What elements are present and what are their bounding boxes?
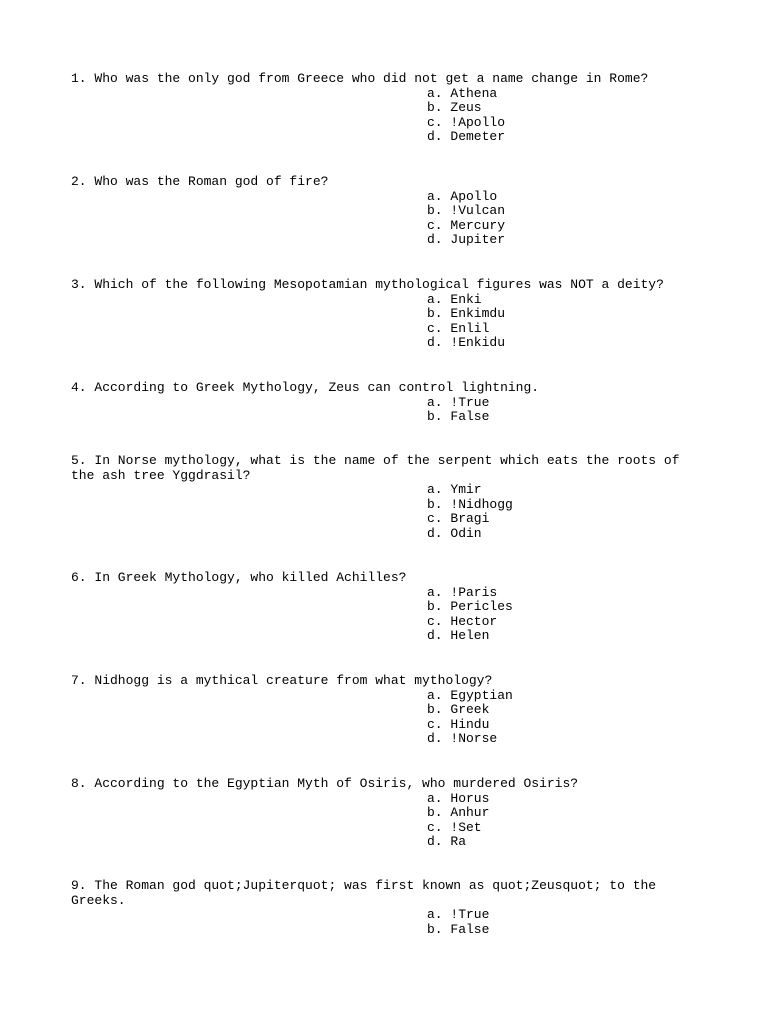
answer-option: a. Horus: [427, 790, 490, 806]
question-8: [71, 777, 701, 850]
answer-options: [71, 87, 701, 145]
question-6: [71, 571, 701, 644]
answer-options: [71, 908, 701, 937]
answer-option: b. !Nidhogg: [427, 496, 513, 512]
answer-options: [71, 293, 701, 351]
question-text: 9. The Roman god quot;Jupiterquot; was first known as quot;Zeusquot; to the Greeks.: [71, 878, 664, 908]
answer-option: a. !Paris: [427, 584, 498, 600]
answer-option: a. Enki: [427, 291, 482, 307]
answer-option: a. Athena: [427, 85, 498, 101]
answer-option: d. Jupiter: [427, 232, 506, 248]
answer-option: b. False: [427, 921, 490, 937]
answer-option: a. !True: [427, 907, 490, 923]
answer-option: d. !Norse: [427, 731, 498, 747]
answer-option: c. Bragi: [427, 511, 490, 527]
answer-option: d. Odin: [427, 525, 482, 541]
answer-option: c. !Set: [427, 819, 482, 835]
question-text: 1. Who was the only god from Greece who did not get a name change in Rome?: [71, 71, 649, 86]
answer-option: b. !Vulcan: [427, 203, 506, 219]
answer-option: d. !Enkidu: [427, 335, 506, 351]
answer-options: [71, 190, 701, 248]
question-text: 3. Which of the following Mesopotamian mythological figures was NOT a deity?: [71, 277, 664, 292]
answer-option: a. Ymir: [427, 482, 482, 498]
question-3: [71, 278, 701, 351]
answer-option: a. Apollo: [427, 188, 498, 204]
question-1: [71, 72, 701, 145]
answer-option: c. Mercury: [427, 217, 506, 233]
answer-option: b. Anhur: [427, 805, 490, 821]
answer-options: [71, 792, 701, 850]
question-text: 2. Who was the Roman god of fire?: [71, 174, 329, 189]
answer-option: d. Demeter: [427, 129, 506, 145]
answer-option: c. Enlil: [427, 320, 490, 336]
answer-option: a. Egyptian: [427, 687, 513, 703]
question-7: [71, 674, 701, 747]
question-text: 6. In Greek Mythology, who killed Achilles?: [71, 570, 407, 585]
question-5: [71, 454, 701, 542]
answer-option: d. Ra: [427, 834, 467, 850]
answer-option: b. Enkimdu: [427, 306, 506, 322]
question-9: [71, 879, 701, 937]
answer-options: [71, 586, 701, 644]
answer-option: b. Zeus: [427, 100, 482, 116]
answer-option: b. False: [427, 409, 490, 425]
answer-option: c. !Apollo: [427, 114, 506, 130]
answer-option: d. Helen: [427, 628, 490, 644]
answer-option: b. Pericles: [427, 599, 513, 615]
answer-options: [71, 689, 701, 747]
question-text: 5. In Norse mythology, what is the name of the serpent which eats the roots of the ash tree Yggdrasil?: [71, 453, 688, 483]
answer-option: c. Hector: [427, 613, 498, 629]
answer-option: a. !True: [427, 394, 490, 410]
question-text: 7. Nidhogg is a mythical creature from what mythology?: [71, 673, 493, 688]
answer-options: [71, 483, 701, 541]
answer-option: b. Greek: [427, 702, 490, 718]
answer-option: c. Hindu: [427, 716, 490, 732]
answer-options: [71, 396, 701, 425]
question-4: [71, 381, 701, 425]
question-2: [71, 175, 701, 248]
question-text: 4. According to Greek Mythology, Zeus can control lightning.: [71, 380, 540, 395]
question-text: 8. According to the Egyptian Myth of Osiris, who murdered Osiris?: [71, 776, 579, 791]
